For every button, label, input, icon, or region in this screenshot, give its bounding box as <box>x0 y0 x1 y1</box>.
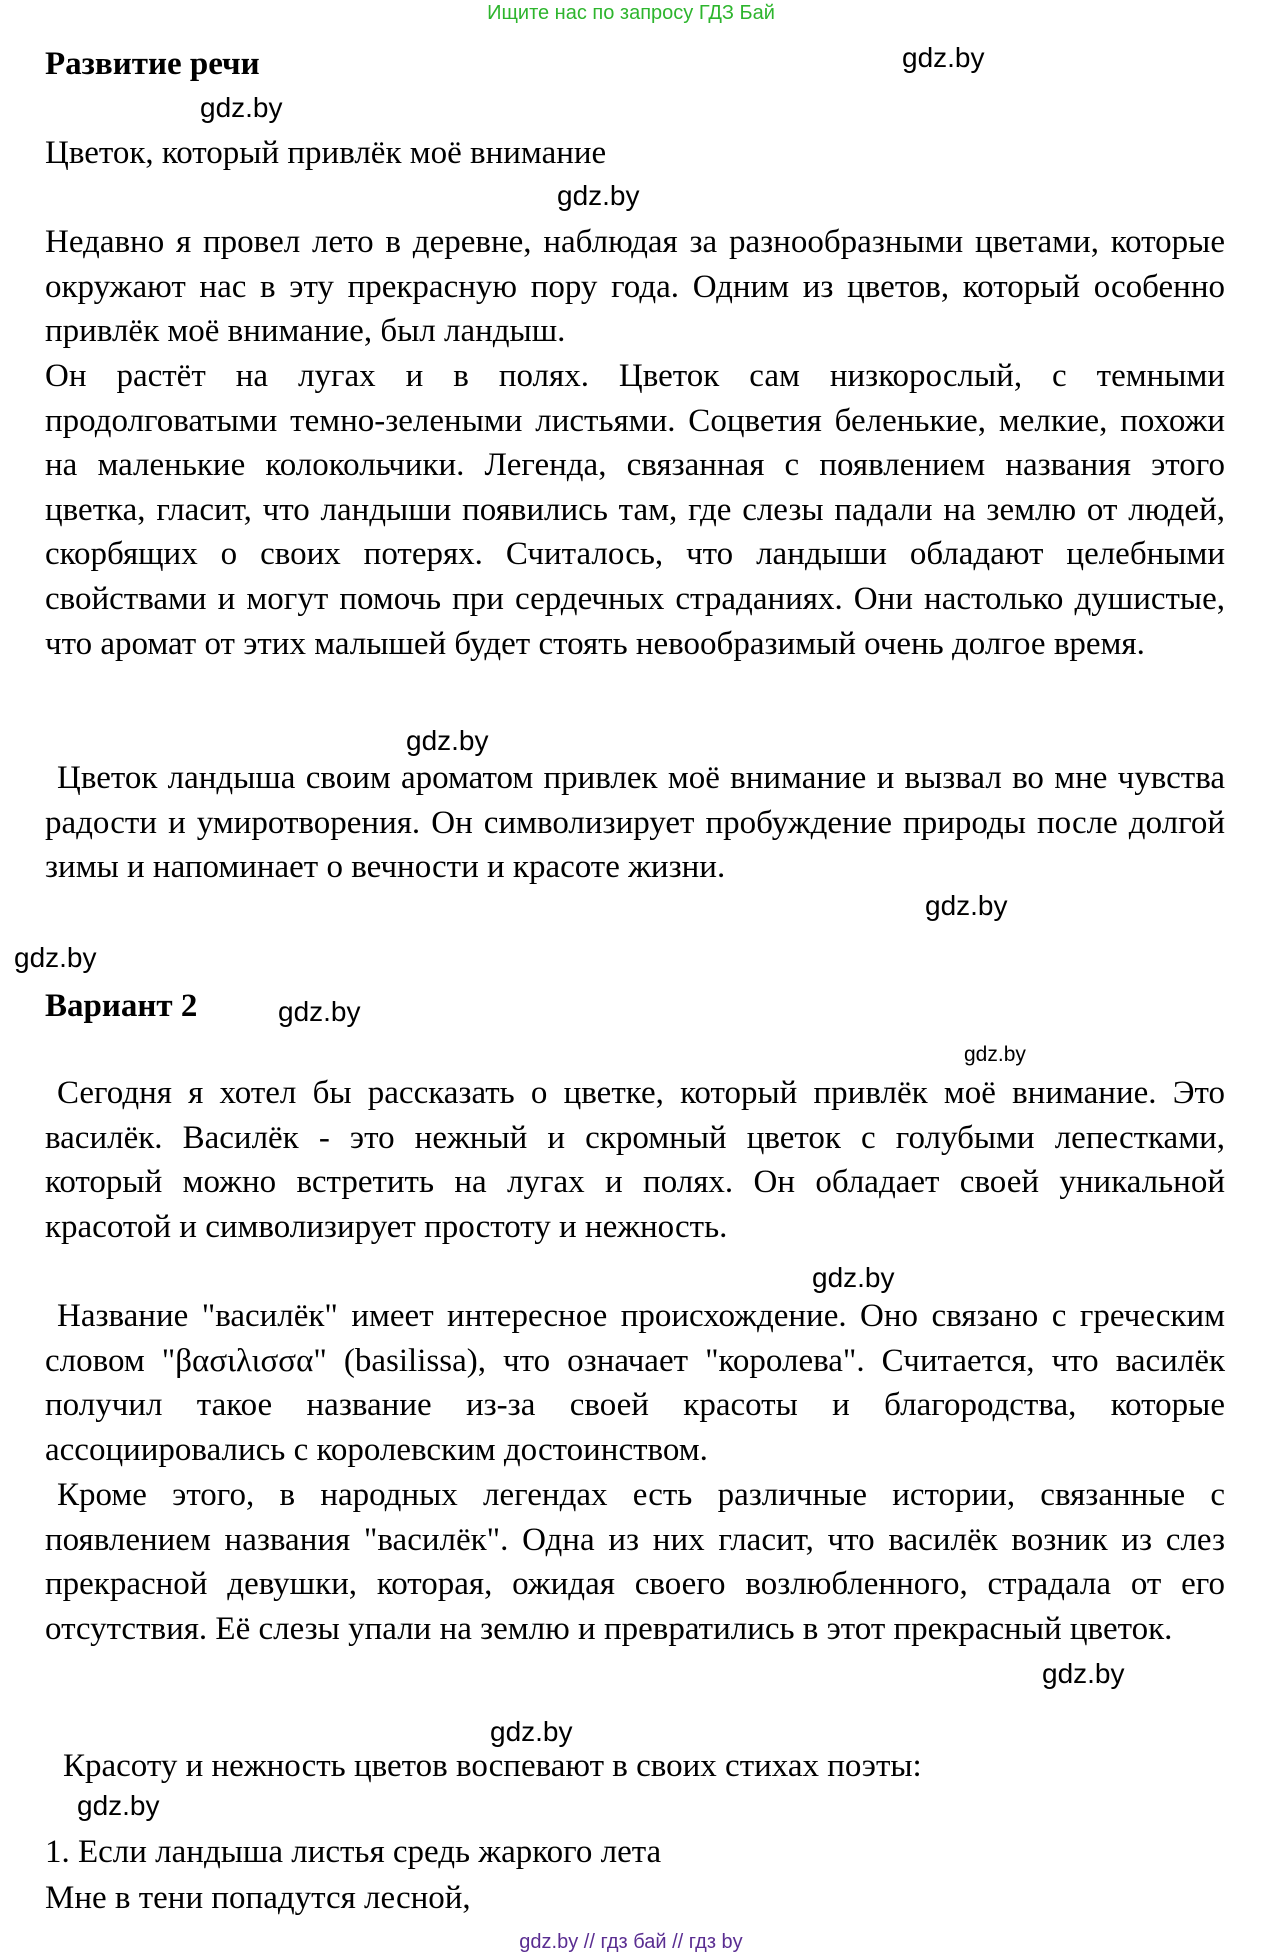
variant2-paragraph-3: Кроме этого, в народных легендах есть различные истории, связанные с появлением названия "василёк". Одна из них гласит, что василёк возник из слез прекрасной девушки, которая, ожидая своего возлюбленного, страдала от его отсутствия. Её слезы упали на землю и превратились в этот прекрасный цветок. <box>45 1477 1225 1647</box>
footer-links[interactable]: gdz.by // гдз бай // гдз by <box>519 1931 743 1953</box>
watermark: gdz.by <box>77 1790 160 1821</box>
variant2-title: Вариант 2 <box>45 988 198 1024</box>
watermark: gdz.by <box>557 180 640 211</box>
watermark: gdz.by <box>490 1716 573 1747</box>
watermark: gdz.by <box>902 42 985 73</box>
watermark: gdz.by <box>812 1262 895 1293</box>
watermark: gdz.by <box>964 1043 1026 1066</box>
variant1-paragraph-3: Цветок ландыша своим ароматом привлек моё внимание и вызвал во мне чувства радости и умиротворения. Он символизирует пробуждение природы после долгой зимы и напоминает о вечности и красоте жизни. <box>45 760 1225 886</box>
variant2-paragraph-4: Красоту и нежность цветов воспевают в своих стихах поэты: <box>63 1748 922 1784</box>
watermark: gdz.by <box>925 890 1008 921</box>
watermark: gdz.by <box>200 92 283 123</box>
variant1-paragraph-1: Недавно я провел лето в деревне, наблюдая за разнообразными цветами, которые окружают нас в эту прекрасную пору года. Одним из цветов, который особенно привлёк моё внимание, был ландыш. <box>45 224 1225 350</box>
variant2-paragraph-2: Название "василёк" имеет интересное происхождение. Оно связано с греческим словом "βασιλισσα" (basilissa), что означает "королева". Считается, что василёк получил такое название из-за своей красоты и благородства, которые ассоциировались с королевским достоинством. <box>45 1298 1225 1468</box>
watermark: gdz.by <box>14 942 97 973</box>
watermark: gdz.by <box>406 725 489 756</box>
poem-line-1: 1. Если ландыша листья средь жаркого лета <box>45 1834 662 1870</box>
top-banner-link[interactable]: Ищите нас по запросу ГДЗ Бай <box>487 2 775 24</box>
topic-title: Цветок, который привлёк моё внимание <box>45 135 607 171</box>
poem-line-2: Мне в тени попадутся лесной, <box>45 1880 471 1916</box>
variant1-paragraph-2: Он растёт на лугах и в полях. Цветок сам низкорослый, с темными продолговатыми темно-зелеными листьями. Соцветия беленькие, мелкие, похожи на маленькие колокольчики. Легенда, связанная с появлением названия этого цветка, гласит, что ландыши появились там, где слезы падали на землю от людей, скорбящих о своих потерях. Считалось, что ландыши обладают целебными свойствами и могут помочь при сердечных страданиях. Они настолько душистые, что аромат от этих малышей будет стоять невообразимый очень долгое время. <box>45 358 1225 662</box>
variant2-paragraph-1: Сегодня я хотел бы рассказать о цветке, который привлёк моё внимание. Это василёк. Василёк - это нежный и скромный цветок с голубыми лепестками, который можно встретить на лугах и полях. Он обладает своей уникальной красотой и символизирует простоту и нежность. <box>45 1075 1225 1245</box>
section-title: Развитие речи <box>45 46 260 82</box>
watermark: gdz.by <box>1042 1658 1125 1689</box>
watermark: gdz.by <box>278 996 361 1027</box>
